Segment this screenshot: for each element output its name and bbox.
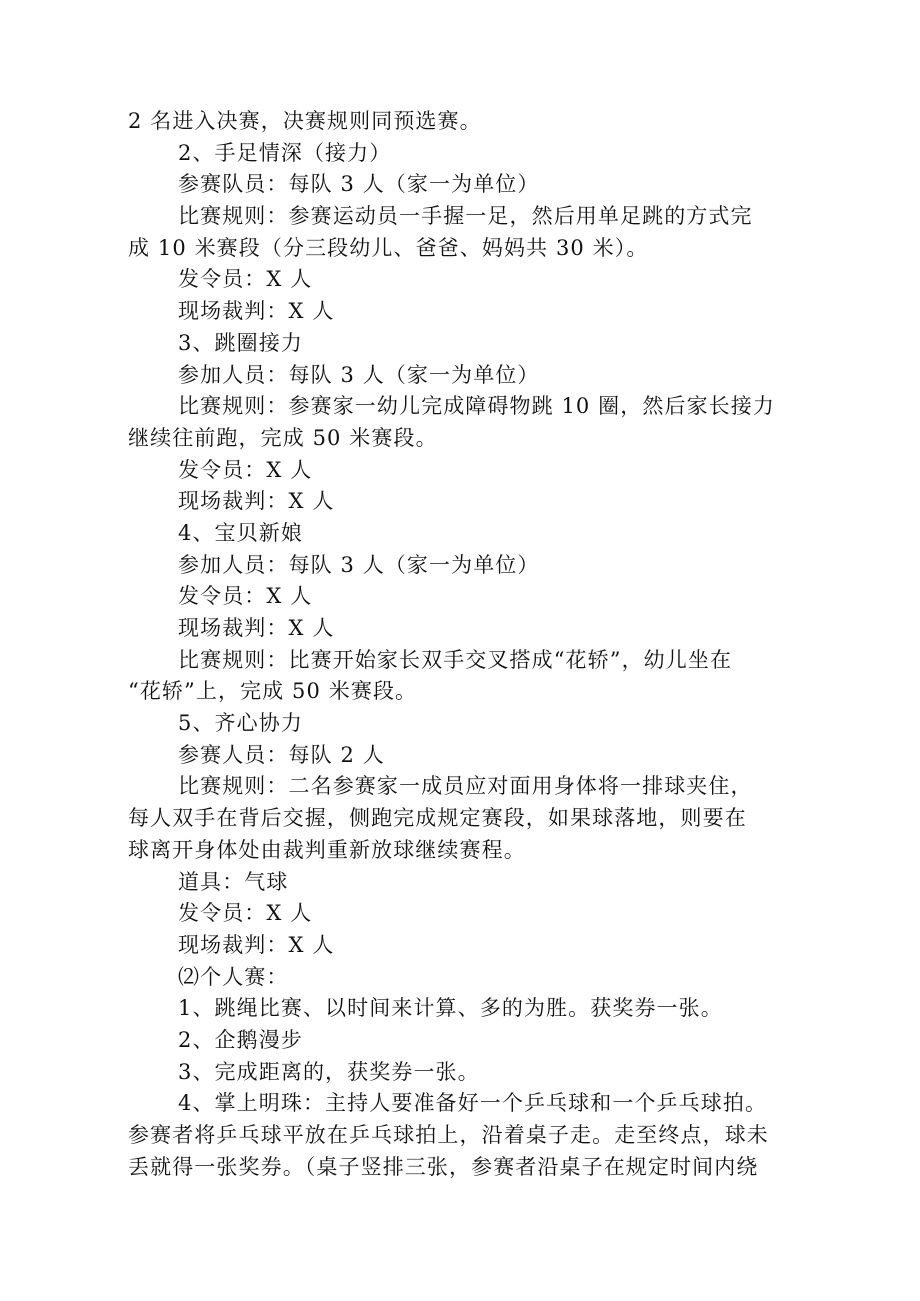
text-line: 4、掌上明珠：主持人要准备好一个乒乓球和一个乒乓球拍。: [178, 1091, 768, 1116]
text-line: 比赛规则：参赛运动员一手握一足，然后用单足跳的方式完: [178, 204, 753, 229]
document-body: [128, 106, 798, 1183]
text-line: 5、齐心协力: [178, 711, 303, 736]
text-line: 每人双手在背后交握，侧跑完成规定赛段，如果球落地，则要在: [128, 806, 747, 831]
text-line: 参加人员：每队 3 人（家一为单位）: [178, 362, 540, 387]
text-line: 参赛者将乒乓球平放在乒乓球拍上，沿着桌子走。走至终点，球未: [128, 1123, 769, 1147]
text-line: 参赛队员：每队 3 人（家一为单位）: [178, 172, 540, 197]
text-line: 继续往前跑，完成 50 米赛段。: [128, 425, 438, 450]
text-line: 3、完成距离的，获奖券一张。: [178, 1059, 480, 1084]
text-line: ⑵个人赛：: [178, 964, 289, 989]
text-line: 2 名进入决赛，决赛规则同预选赛。: [128, 109, 482, 133]
text-line: 现场裁判：X 人: [178, 932, 335, 957]
text-line: 道具：气球: [178, 869, 289, 894]
text-line: 2、企鹅漫步: [178, 1027, 303, 1052]
text-line: 参加人员：每队 3 人（家一为单位）: [178, 552, 540, 577]
text-line: 3、跳圈接力: [178, 330, 303, 355]
text-line: 现场裁判：X 人: [178, 299, 335, 324]
text-line: 球离开身体处由裁判重新放球继续赛程。: [128, 837, 526, 862]
text-line: 发令员：X 人: [178, 457, 313, 482]
text-line: “花轿”上，完成 50 米赛段。: [128, 679, 418, 704]
text-line: 丢就得一张奖券。（桌子竖排三张，参赛者沿桌子在规定时间内绕: [128, 1154, 759, 1179]
text-line: 比赛规则：参赛家一幼儿完成障碍物跳 10 圈，然后家长接力: [178, 394, 775, 419]
text-line: 1、跳绳比赛、以时间来计算、多的为胜。获奖券一张。: [178, 996, 723, 1021]
text-line: 成 10 米赛段（分三段幼儿、爸爸、妈妈共 30 米）。: [128, 235, 649, 260]
text-line: 比赛规则：比赛开始家长双手交叉搭成“花轿”，幼儿坐在: [178, 647, 733, 672]
text-line: 发令员：X 人: [178, 584, 313, 609]
text-line: 4、宝贝新娘: [178, 520, 303, 545]
text-line: 发令员：X 人: [178, 267, 313, 292]
text-line: 参赛人员：每队 2 人: [178, 742, 385, 767]
text-line: 比赛规则：二名参赛家一成员应对面用身体将一排球夹住，: [178, 774, 753, 799]
text-line: 2、手足情深（接力）: [178, 140, 392, 165]
text-line: 现场裁判：X 人: [178, 616, 335, 640]
text-line: 发令员：X 人: [178, 901, 313, 926]
text-line: 现场裁判：X 人: [178, 489, 335, 514]
